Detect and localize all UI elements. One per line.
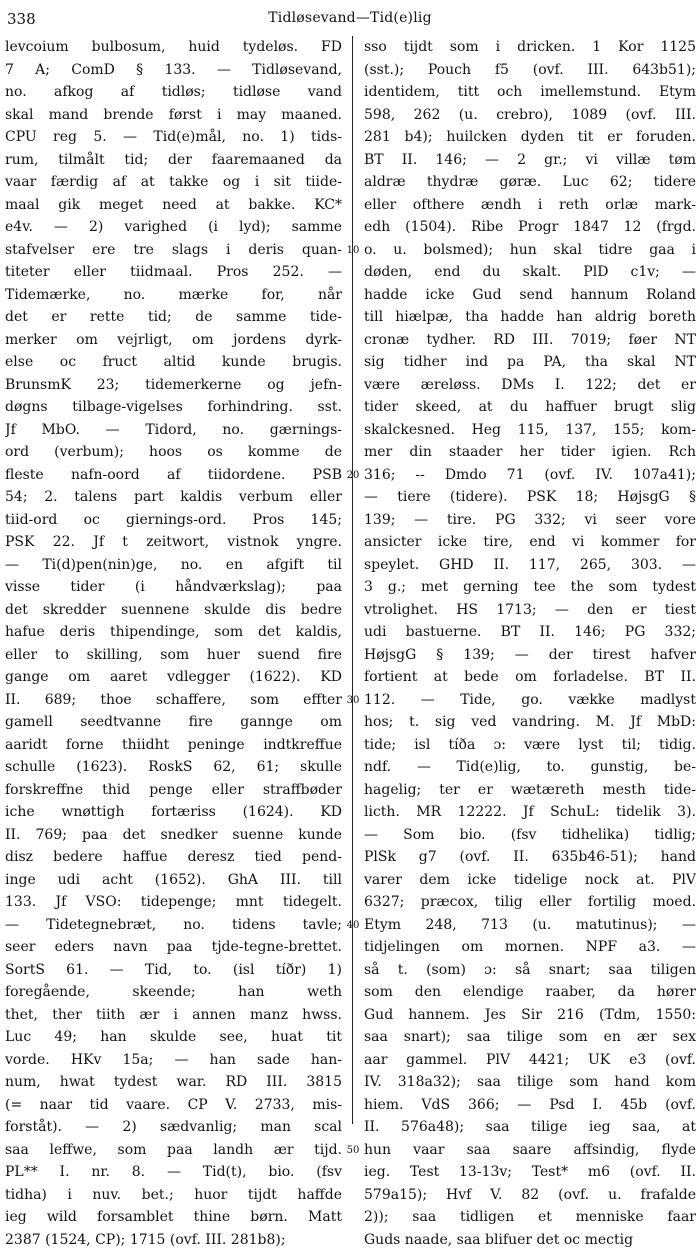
text-line: aar gammel. PlV 4421; UK e3 (ovf.: [364, 1049, 696, 1072]
text-line: 112. — Tide, go. vække madlyst: [364, 689, 696, 712]
text-line: BrunsmK 23; tidemerkerne og jefn-: [5, 374, 342, 397]
text-line: o. u. bolsmed); hun skal tidre gaa i: [364, 239, 696, 262]
text-line: eller ofthere ændh i reth orlæ mark-: [364, 194, 696, 217]
text-line: tide; isl tíða ɔ: være lyst til; tidig.: [364, 734, 696, 757]
text-line: HøjsgG § 139; — der tirest hafver: [364, 644, 696, 667]
text-line: vorde. HKv 15a; — han sade han-: [5, 1049, 342, 1072]
text-line: saa snart); saa tilige som en ær sex: [364, 1026, 696, 1049]
text-line: døgns tilbage-vigelses forhindring. sst.: [5, 396, 342, 419]
text-line: fleste nafn-oord af tiidordene. PSB: [5, 464, 342, 487]
text-line: — Ti(d)pen(nin)ge, no. en afgift til: [5, 554, 342, 577]
text-line: — tiere (tidere). PSK 18; HøjsgG §: [364, 486, 696, 509]
text-line: hun vaar saa saare affsindig, flyde: [364, 1139, 696, 1162]
text-line: licth. MR 12222. Jf SchuL: tidelik 3).: [364, 801, 696, 824]
text-line: SortS 61. — Tid, to. (isl tíðr) 1): [5, 959, 342, 982]
text-line: 139; — tire. PG 332; vi seer vore: [364, 509, 696, 532]
text-line: schulle (1623). RoskS 62, 61; skulle: [5, 756, 342, 779]
text-line: disz bedere haffue deresz tied pend-: [5, 846, 342, 869]
text-line: 3 g.; met gerning tee the som tydest: [364, 576, 696, 599]
text-line: eller to skilling, som huer suend fire: [5, 644, 342, 667]
text-line: inge udi acht (1652). GhA III. till: [5, 869, 342, 892]
text-line: Luc 49; han skulde see, huat tit: [5, 1026, 342, 1049]
page-number: 338: [7, 10, 36, 28]
text-line: iche wnøttigh fortæriss (1624). KD: [5, 801, 342, 824]
text-line: merker om vejrligt, om jordens dyrk-: [5, 329, 342, 352]
text-line: vtrolighet. HS 1713; — den er tiest: [364, 599, 696, 622]
text-line: 7 A; ComD § 133. — Tidløsevand,: [5, 59, 342, 82]
text-line: så t. (som) ɔ: så snart; saa tiligen: [364, 959, 696, 982]
text-line: ansicter icke tire, end vi kommer for: [364, 531, 696, 554]
text-line: fortient at bede om forladelse. BT II.: [364, 666, 696, 689]
text-line: 2)); saa tidligen et menniske faar: [364, 1206, 696, 1229]
text-line: tidha) i nuv. bet.; huor tijdt haffde: [5, 1184, 342, 1207]
text-line: rum, tilmålt tid; der faaremaaned da: [5, 149, 342, 172]
line-number-marker: 50: [343, 1145, 363, 1156]
text-line: titeter eller tiidmaal. Pros 252. —: [5, 261, 342, 284]
text-line: sso tijdt som i dricken. 1 Kor 1125: [364, 36, 696, 59]
text-line: II. 689; thoe schaffere, som effter: [5, 689, 342, 712]
text-line: Jf MbO. — Tidord, no. gærnings-: [5, 419, 342, 442]
text-line: hafue deris thipendinge, som det kaldis,: [5, 621, 342, 644]
text-line: thet, ther tiith ær i annen manz hwss.: [5, 1004, 342, 1027]
text-line: II. 769; paa det snedker suenne kunde: [5, 824, 342, 847]
text-line: 133. Jf VSO: tidepenge; mnt tidegelt.: [5, 891, 342, 914]
text-line: tiid-ord oc giernings-ord. Pros 145;: [5, 509, 342, 532]
text-line: PL** I. nr. 8. — Tid(t), bio. (fsv: [5, 1161, 342, 1184]
text-line: mer din staader her tider igien. Rch: [364, 441, 696, 464]
line-number-marker: 40: [343, 920, 363, 931]
line-number-marker: 30: [343, 695, 363, 706]
text-line: forskreffne thid penge eller straffbøder: [5, 779, 342, 802]
text-line: 54; 2. talens part kaldis verbum eller: [5, 486, 342, 509]
text-line: det skredder suennene skulde dis bedre: [5, 599, 342, 622]
line-number-marker: 10: [343, 245, 363, 256]
text-line: cronæ tydher. RD III. 7019; føer NT: [364, 329, 696, 352]
line-number-marker: 20: [343, 470, 363, 481]
text-line: Guds naade, saa blifuer det oc mectig: [364, 1229, 696, 1251]
text-line: det er rette tid; de samme tide-: [5, 306, 342, 329]
text-line: else oc fruct altid kunde brugis.: [5, 351, 342, 374]
text-line: vaar færdig af at takke og i sit tiide-: [5, 171, 342, 194]
text-line: e4v. — 2) varighed (i lyd); samme: [5, 216, 342, 239]
text-line: 579a15); Hvf V. 82 (ovf. u. frafalde: [364, 1184, 696, 1207]
text-line: skalckesned. Heg 115, 137, 155; kom-: [364, 419, 696, 442]
text-line: saa leffwe, som paa landh ær tijd.: [5, 1139, 342, 1162]
text-line: Gud hannem. Jes Sir 216 (Tdm, 1550:: [364, 1004, 696, 1027]
text-line: 316; -- Dmdo 71 (ovf. IV. 107a41);: [364, 464, 696, 487]
text-line: Etym 248, 713 (u. matutinus); —: [364, 914, 696, 937]
text-line: edh (1504). Ribe Progr 1847 12 (frgd.: [364, 216, 696, 239]
text-line: hiem. VdS 366; — Psd I. 45b (ovf.: [364, 1094, 696, 1117]
text-line: CPU reg 5. — Tid(e)mål, no. 1) tids-: [5, 126, 342, 149]
text-line: være æreløss. DMs I. 122; det er: [364, 374, 696, 397]
text-line: ndf. — Tid(e)lig, to. gunstig, be-: [364, 756, 696, 779]
text-line: PSK 22. Jf t zeitwort, vistnok yngre.: [5, 531, 342, 554]
text-line: ieg. Test 13-13v; Test* m6 (ovf. II.: [364, 1161, 696, 1184]
right-column: [364, 36, 696, 1251]
text-line: no. afkog af tidløs; tidløse vand: [5, 81, 342, 104]
text-line: 598, 262 (u. crebro), 1089 (ovf. III.: [364, 104, 696, 127]
text-line: num, hwat tydest war. RD III. 3815: [5, 1071, 342, 1094]
text-line: sig tidher ind pa PA, tha skal NT: [364, 351, 696, 374]
text-line: 6327; præcox, tilig eller fortilig moed.: [364, 891, 696, 914]
text-line: IV. 318a32); saa tilige som hand kom: [364, 1071, 696, 1094]
text-line: som den elendige raaber, da hører: [364, 981, 696, 1004]
left-column: [5, 36, 342, 1251]
column-divider: [352, 36, 353, 1124]
text-line: (= naar tid vaare. CP V. 2733, mis-: [5, 1094, 342, 1117]
text-line: tider skeed, at du haffuer brugt slig: [364, 396, 696, 419]
text-line: maal gik meget need at bakke. KC*: [5, 194, 342, 217]
running-head: Tidløsevand—Tid(e)lig: [0, 10, 700, 26]
text-line: Tidemærke, no. mærke for, når: [5, 284, 342, 307]
text-line: — Som bio. (fsv tidhelika) tidlig;: [364, 824, 696, 847]
text-line: hos; t. sig ved vandring. M. Jf MbD:: [364, 711, 696, 734]
text-line: till hiælpæ, tha hadde han aldrig boreth: [364, 306, 696, 329]
text-line: (sst.); Pouch f5 (ovf. III. 643b51);: [364, 59, 696, 82]
text-line: II. 576a48); saa tilige ieg saa, at: [364, 1116, 696, 1139]
text-line: stafvelser ere tre slags i deris quan-: [5, 239, 342, 262]
text-line: hagelig; ter er wætæreth mesth tide-: [364, 779, 696, 802]
text-line: 281 b4); huilcken dyden tit er foruden.: [364, 126, 696, 149]
text-line: ieg wild forsamblet thine børn. Matt: [5, 1206, 342, 1229]
text-line: døden, end du skalt. PlD c1v; —: [364, 261, 696, 284]
text-line: 2387 (1524, CP); 1715 (ovf. III. 281b8);: [5, 1229, 342, 1251]
text-line: gange om aaret vdlegger (1622). KD: [5, 666, 342, 689]
text-line: skal mand brende først i may maaned.: [5, 104, 342, 127]
text-line: ord (verbum); hoos os komme de: [5, 441, 342, 464]
text-line: hadde icke Gud send hannum Roland: [364, 284, 696, 307]
text-line: varer dem icke tidelige nock at. PlV: [364, 869, 696, 892]
text-line: gamell seedtvanne fire gannge om: [5, 711, 342, 734]
text-line: speylet. GHD II. 117, 265, 303. —: [364, 554, 696, 577]
text-line: visse tider (i håndværkslag); paa: [5, 576, 342, 599]
text-line: aldræ thydræ gøræ. Luc 62; tidere: [364, 171, 696, 194]
text-line: PlSk g7 (ovf. II. 635b46-51); hand: [364, 846, 696, 869]
text-line: levcoium bulbosum, huid tydeløs. FD: [5, 36, 342, 59]
text-line: udi bastuerne. BT II. 146; PG 332;: [364, 621, 696, 644]
text-line: seer eders navn paa tjde-tegne-brettet.: [5, 936, 342, 959]
text-line: foregående, skeende; han weth: [5, 981, 342, 1004]
text-line: identidem, titt och imellemstund. Etym: [364, 81, 696, 104]
text-line: — Tidetegnebræt, no. tidens tavle;: [5, 914, 342, 937]
text-line: BT II. 146; — 2 gr.; vi villæ tøm: [364, 149, 696, 172]
text-line: aaridt forne thiidht peninge indtkreffue: [5, 734, 342, 757]
text-line: forståt). — 2) sædvanlig; man scal: [5, 1116, 342, 1139]
text-line: tidjelingen om mornen. NPF a3. —: [364, 936, 696, 959]
